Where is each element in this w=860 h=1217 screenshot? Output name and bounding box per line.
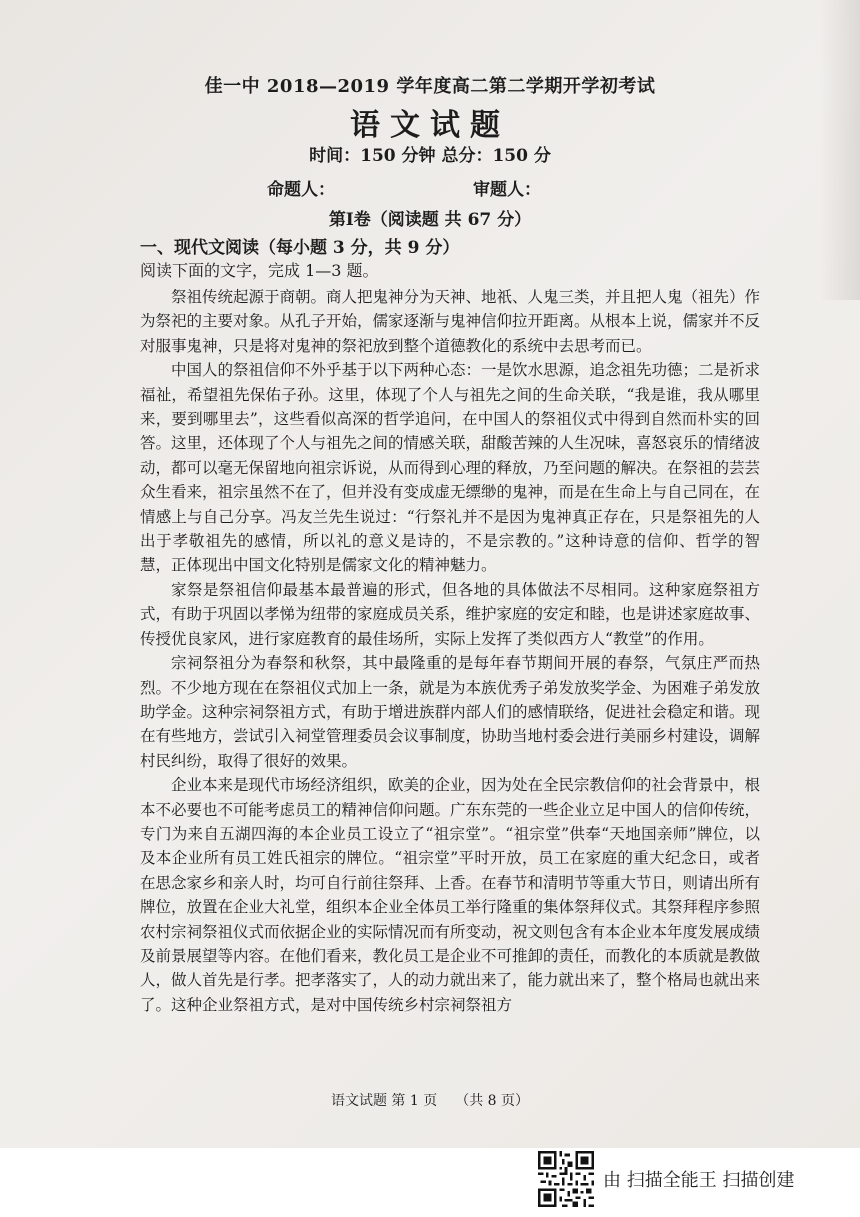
paragraph: 宗祠祭祖分为春祭和秋祭，其中最隆重的是每年春节期间开展的春祭，气氛庄严而热烈。不少地方现在在祭祖仪式加上一条，就是为本族优秀子弟发放奖学金、为困难子弟发放助学金。这种宗祠祭祖方式，有助于增进族群内部人们的感情联络，促进社会稳定和谐。现在有些地方，尝试引入祠堂管理委员会议事制度，协助当地村委会进行美丽乡村建设，调解村民纠纷，取得了很好的效果。 [140,654,761,770]
paragraph: 企业本来是现代市场经济组织，欧美的企业，因为处在全民宗教信仰的社会背景中，根本不必要也不可能考虑员工的精神信仰问题。广东东莞的一些企业立足中国人的信仰传统，专门为来自五湖四海的本企业员工设立了“祖宗堂”。“祖宗堂”供奉“天地国亲师”牌位，以及本企业所有员工姓氏祖宗的牌位。“祖宗堂”平时开放，员工在家庭的重大纪念日，或者在思念家乡和亲人时，均可自行前往祭拜、上香。在春节和清明节等重大节日，则请出所有牌位，放置在企业大礼堂，组织本企业全体员工举行隆重的集体祭拜仪式。其祭拜程序参照农村宗祠祭祖仪式而依据企业的实际情况而有所变动，祝文则包含有本企业本年度发展成绩及前景展望等内容。在他们看来，教化员工是企业不可推卸的责任，而教化的本质就是教做人，做人首先是行孝。把孝落实了，人的动力就出来了，能力就出来了，整个格局也就出来了。这种企业祭祖方式，是对中国传统乡村宗祠祭祖方 [140,776,761,1014]
subject-title: 语文试题 [350,108,510,143]
section-instruction: 阅读下面的文字，完成 1—3 题。 [140,261,379,280]
page-footer [0,1090,860,1110]
page-number: 语文试题 第 1 页 [330,1093,438,1109]
reading-passage [140,285,760,1017]
qr-code-icon [538,1151,594,1207]
paragraph: 祭祖传统起源于商朝。商人把鬼神分为天神、地祇、人鬼三类，并且把人鬼（祖先）作为祭祀的主要对象。从孔子开始，儒家逐渐与鬼神信仰拉开距离。从根本上说，儒家并不反对服事鬼神，只是将对鬼神的祭祀放到整个道德教化的系统中去思考而已。 [140,288,761,355]
page-total: （共 8 页） [455,1093,530,1109]
author-label: 命题人： [267,180,336,200]
paragraph: 中国人的祭祖信仰不外乎基于以下两种心态：一是饮水思源，追念祖先功德；二是祈求福祉，希望祖先保佑子孙。这里，体现了个人与祖先之间的生命关联，“我是谁，我从哪里来，要到哪里去”，这些看似高深的哲学追问，在中国人的祭祖仪式中得到自然而朴实的回答。这里，还体现了个人与祖先之间的情感关联，甜酸苦辣的人生况味，喜怒哀乐的情绪波动，都可以毫无保留地向祖宗诉说，从而得到心理的释放，乃至问题的解决。在祭祖的芸芸众生看来，祖宗虽然不在了，但并没有变成虚无缥缈的鬼神，而是在生命上与自己同在，在情感上与自己分享。冯友兰先生说过：“行祭礼并不是因为鬼神真正存在，只是祭祖先的人出于孝敬祖先的感情，所以礼的意义是诗的，不是宗教的。”这种诗意的信仰、哲学的智慧，正体现出中国文化特别是儒家文化的精神魅力。 [140,361,761,575]
scanner-watermark: 由 扫描全能王 扫描创建 [603,1170,795,1191]
section-heading: 一、现代文阅读（每小题 3 分，共 9 分） [140,238,460,258]
authors-line [0,175,860,200]
part-heading: 第Ⅰ卷（阅读题 共 67 分） [328,210,532,230]
exam-title: 佳一中 2018—2019 学年度高二第二学期开学初考试 [204,76,656,97]
exam-meta: 时间：150 分钟 总分：150 分 [309,146,551,166]
paragraph: 家祭是祭祖信仰最基本最普遍的形式，但各地的具体做法不尽相同。这种家庭祭祖方式，有助于巩固以孝悌为纽带的家庭成员关系，维护家庭的安定和睦，也是讲述家庭故事、传授优良家风，进行家庭教育的最佳场所，实际上发挥了类似西方人“教堂”的作用。 [140,580,761,648]
reviewer-label: 审题人： [472,180,541,200]
